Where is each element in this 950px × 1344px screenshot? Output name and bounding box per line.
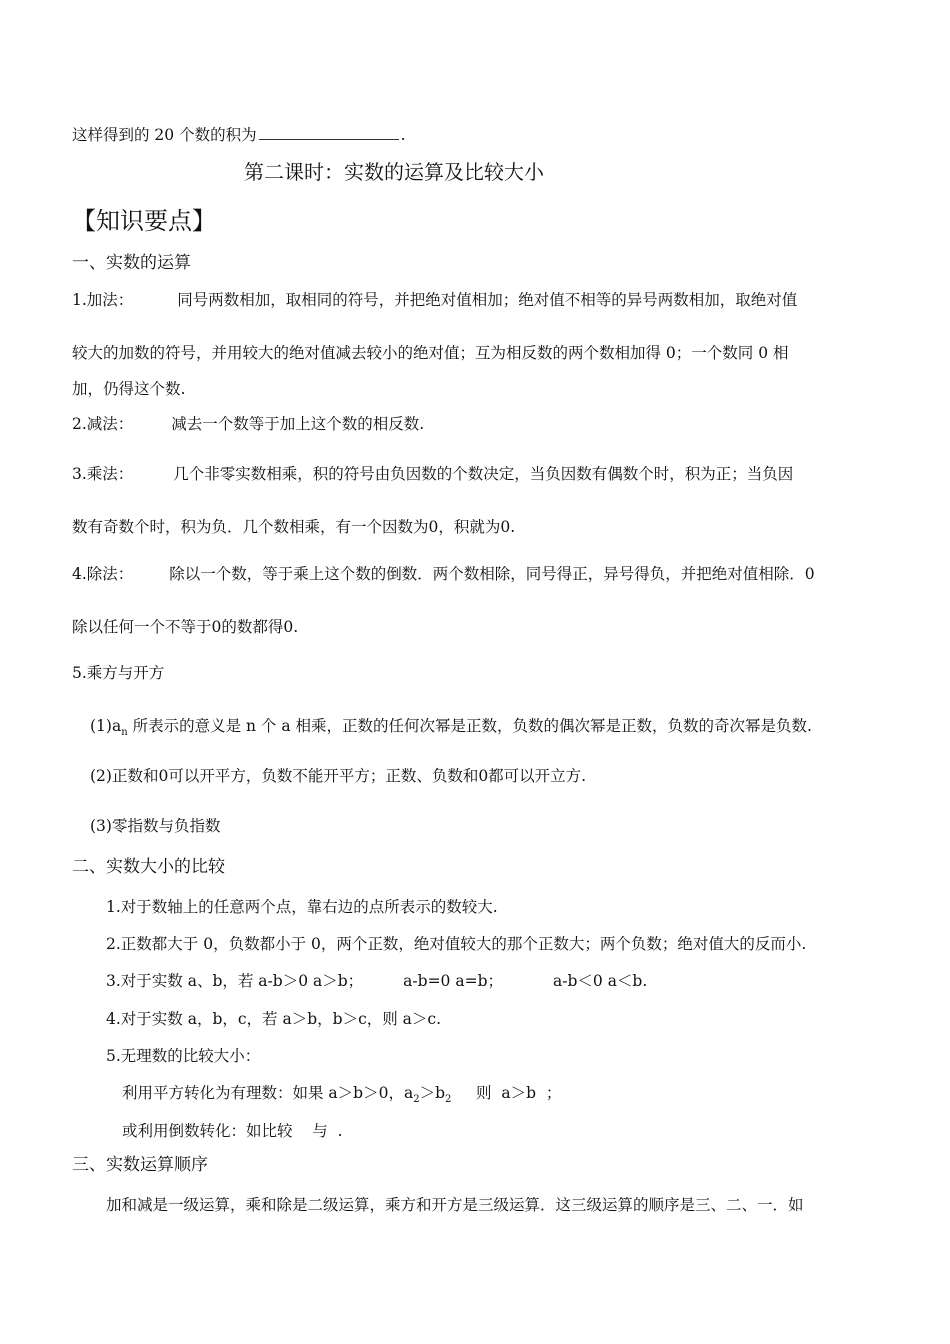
pow1-text: 所表示的意义是 n 个 a 相乘，正数的任何次幂是正数，负数的偶次幂是正数，负数的奇次幂是负数. xyxy=(127,717,812,735)
compare-item5b: 或利用倒数转化：如比较 与 . xyxy=(122,1122,343,1140)
compare-item5a xyxy=(122,1083,561,1110)
section3-title: 三、实数运算顺序 xyxy=(72,1155,208,1175)
sub-label: 2.减法： xyxy=(72,415,134,433)
compare-item5: 5.无理数的比较大小： xyxy=(106,1047,261,1065)
sub-text: 减去一个数等于加上这个数的相反数. xyxy=(171,415,425,433)
section1-title: 一、实数的运算 xyxy=(72,253,191,273)
knowledge-header: 【知识要点】 xyxy=(72,207,216,235)
mul-label: 3.乘法： xyxy=(72,465,134,483)
add-line3: 加，仍得这个数. xyxy=(72,380,186,398)
compare-item4: 4.对于实数 a，b，c，若 a＞b，b＞c，则 a＞c. xyxy=(106,1010,442,1028)
top-line xyxy=(72,125,406,145)
top-line-end: . xyxy=(400,126,406,144)
add-line2: 较大的加数的符号，并用较大的绝对值减去较小的绝对值；互为相反数的两个数相加得 0；一个数同 0 相 xyxy=(72,344,789,362)
div-label: 4.除法： xyxy=(72,565,134,583)
sub-line xyxy=(72,414,424,434)
mul-line1 xyxy=(72,464,793,484)
pow-title: 5.乘方与开方 xyxy=(72,664,165,682)
answer-blank[interactable] xyxy=(259,125,399,140)
compare-item3c: a-b＜0 a＜b. xyxy=(553,972,648,990)
pow-item1 xyxy=(90,716,812,743)
top-line-text: 这样得到的 20 个数的积为 xyxy=(72,126,257,144)
compare-item3 xyxy=(106,971,647,991)
section2-title: 二、实数大小的比较 xyxy=(72,857,225,877)
div-line2: 除以任何一个不等于0的数都得0. xyxy=(72,618,299,636)
compare-item3b: a-b=0 a=b； xyxy=(403,972,503,990)
compare-item1: 1.对于数轴上的任意两个点，靠右边的点所表示的数较大. xyxy=(106,898,498,916)
div-line1 xyxy=(72,564,815,584)
compare-item2: 2.正数都大于 0，负数都小于 0，两个正数，绝对值较大的那个正数大；两个负数；绝对值大的反而小. xyxy=(106,935,807,953)
pow1-base: (1)a xyxy=(90,717,122,735)
add-text1: 同号两数相加，取相同的符号，并把绝对值相加；绝对值不相等的异号两数相加，取绝对值 xyxy=(177,291,798,309)
compare-item3a: 3.对于实数 a、b，若 a-b＞0 a＞b； xyxy=(106,972,364,990)
pow1-sub: n xyxy=(121,727,128,739)
div-text1: 除以一个数，等于乘上这个数的倒数．两个数相除，同号得正，异号得负，并把绝对值相除．0 xyxy=(169,565,815,583)
item5a-pre: 利用平方转化为有理数：如果 a＞b＞0，a xyxy=(122,1084,414,1102)
mul-line2: 数有奇数个时，积为负．几个数相乘，有一个因数为0，积就为0. xyxy=(72,518,516,536)
item5a-mid: ＞b xyxy=(419,1084,446,1102)
item5a-sub2: 2 xyxy=(445,1094,452,1106)
mul-text1: 几个非零实数相乘，积的符号由负因数的个数决定，当负因数有偶数个时，积为正；当负因 xyxy=(173,465,794,483)
pow-item3: (3)零指数与负指数 xyxy=(90,817,221,835)
pow-item2: (2)正数和0可以开平方，负数不能开平方；正数、负数和0都可以开立方. xyxy=(90,767,587,785)
lesson-title: 第二课时：实数的运算及比较大小 xyxy=(244,160,544,184)
section3-text: 加和减是一级运算，乘和除是二级运算，乘方和开方是三级运算．这三级运算的顺序是三、二、一．如 xyxy=(106,1196,804,1214)
add-line1 xyxy=(72,290,797,310)
item5a-sub1: 2 xyxy=(413,1094,420,1106)
add-label: 1.加法： xyxy=(72,291,134,309)
item5a-post: 则 a＞b ； xyxy=(451,1084,562,1102)
